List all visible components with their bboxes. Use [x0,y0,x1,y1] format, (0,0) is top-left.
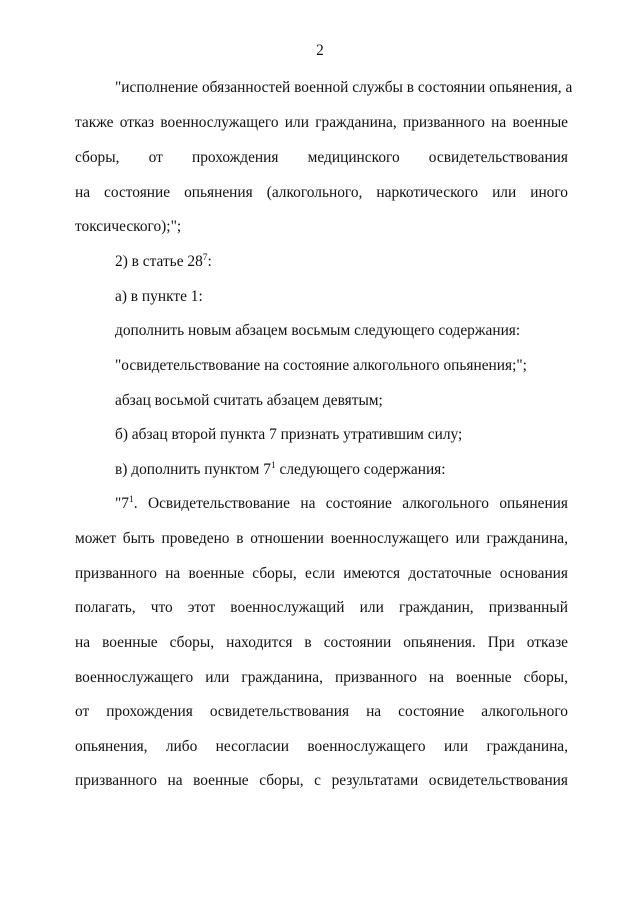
text-line: "исполнение обязанностей военной службы в состоянии опьянения, а [115,79,573,96]
text-line: б) абзац второй пункта 7 признать утратившим силу; [115,426,463,443]
text-line [75,493,568,515]
text-line [0,251,640,273]
text-line [0,459,640,481]
text-line: "освидетельствование на состояние алкогольного опьянения;"; [115,357,527,374]
text-line: может быть проведено в отношении военнослужащего или гражданина, [75,530,568,547]
text-line: дополнить новым абзацем восьмым следующего содержания: [115,322,521,339]
text-run: : [207,253,212,270]
text-run: "7 [115,495,129,512]
text-run: . Освидетельствование на состояние алкогольного опьянения [133,495,568,512]
text-run: в) дополнить пунктом 7 [115,461,271,478]
superscript: 1 [128,495,134,505]
text-line: токсического);"; [75,218,182,235]
text-line: а) в пункте 1: [115,288,203,305]
superscript: 1 [270,461,276,471]
text-run: 2) в статье 28 [115,253,203,270]
page-number: 2 [316,42,324,59]
text-run: следующего содержания: [275,461,446,478]
text-line: призванного на военные сборы, с результатами освидетельствования [75,772,568,789]
text-line: на военные сборы, находится в состоянии опьянения. При отказе [75,634,568,651]
text-line: также отказ военнослужащего или гражданина, призванного на военные [75,114,568,131]
superscript: 7 [202,253,208,263]
text-line: военнослужащего или гражданина, призванного на военные сборы, [75,669,568,686]
text-line: опьянения, либо несогласии военнослужащего или гражданина, [75,738,568,755]
text-line: сборы, от прохождения медицинского освидетельствования [75,149,568,166]
text-line: абзац восьмой считать абзацем девятым; [115,392,383,409]
text-line: полагать, что этот военнослужащий или гражданин, призванный [75,599,568,616]
text-line: от прохождения освидетельствования на состояние алкогольного [75,703,568,720]
text-line: на состояние опьянения (алкогольного, наркотического или иного [75,184,568,201]
text-line: призванного на военные сборы, если имеются достаточные основания [75,565,568,582]
